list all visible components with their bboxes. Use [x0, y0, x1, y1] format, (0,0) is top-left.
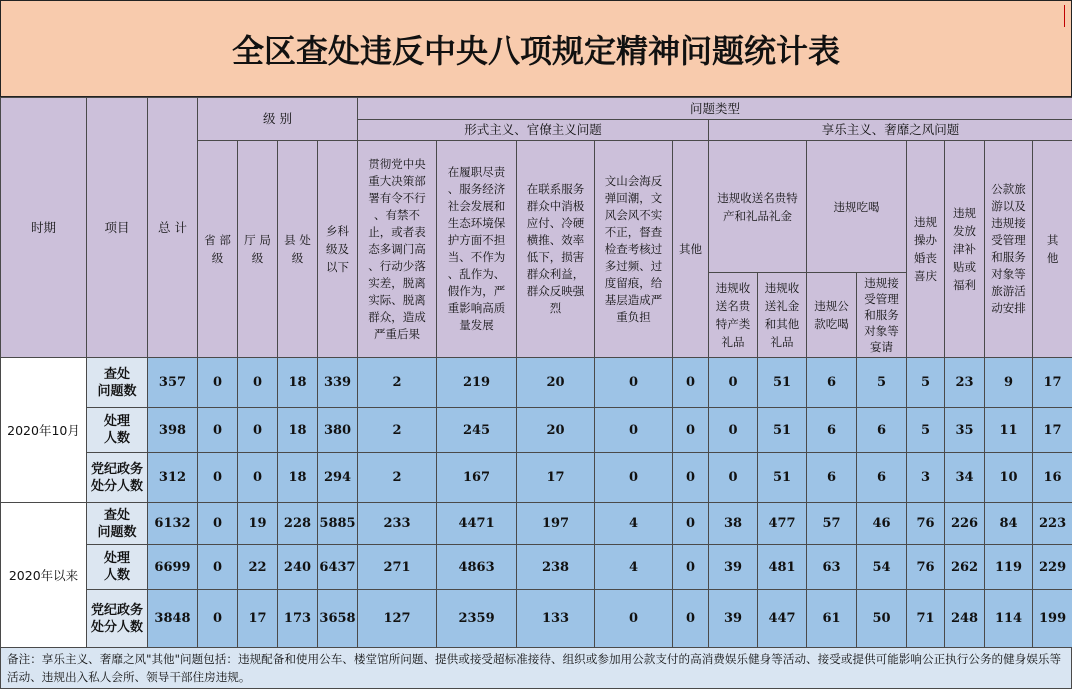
row-item-label: 查处 问题数: [87, 503, 148, 545]
value-cell: 248: [945, 590, 985, 648]
value-cell: 6: [807, 358, 857, 408]
value-cell: 477: [758, 503, 807, 545]
value-cell: 0: [198, 358, 238, 408]
value-cell: 127: [358, 590, 437, 648]
value-cell: 38: [709, 503, 758, 545]
value-cell: 54: [857, 545, 907, 590]
value-cell: 133: [517, 590, 595, 648]
value-cell: 34: [945, 453, 985, 503]
value-cell: 5: [907, 408, 945, 453]
header-formalism-service: 在联系服务 群众中消极 应付、冷硬 横推、效率 低下，损害 群众利益， 群众反映强 烈: [517, 141, 595, 358]
header-period: 时期: [1, 98, 87, 358]
value-cell: 0: [673, 408, 709, 453]
value-cell: 271: [358, 545, 437, 590]
value-cell: 0: [595, 453, 673, 503]
value-cell: 339: [318, 358, 358, 408]
table-row: [1, 408, 1072, 453]
header-problem-type: 问题类型: [358, 98, 1072, 120]
value-cell: 114: [985, 590, 1033, 648]
value-cell: 0: [673, 590, 709, 648]
value-cell: 11: [985, 408, 1033, 453]
header-formalism-group: 形式主义、官僚主义问题: [358, 120, 709, 141]
header-level-county: 县 处 级: [278, 141, 318, 358]
value-cell: 312: [148, 453, 198, 503]
value-cell: 2: [358, 408, 437, 453]
value-cell: 39: [709, 590, 758, 648]
value-cell: 57: [807, 503, 857, 545]
header-gift-group: 违规收送名贵特 产和礼品礼金: [709, 141, 807, 273]
value-cell: 238: [517, 545, 595, 590]
page-title: 全区查处违反中央八项规定精神问题统计表: [0, 0, 1072, 97]
header-level-township: 乡科 级及 以下: [318, 141, 358, 358]
value-cell: 3658: [318, 590, 358, 648]
value-cell: 0: [673, 358, 709, 408]
value-cell: 19: [238, 503, 278, 545]
header-formalism-duty: 在履职尽责 、服务经济 社会发展和 生态环境保 护方面不担 当、不作为 、乱作为、 假作为，严 重影响高质 量发展: [437, 141, 517, 358]
value-cell: 18: [278, 358, 318, 408]
header-level-provincial: 省 部 级: [198, 141, 238, 358]
value-cell: 51: [758, 453, 807, 503]
value-cell: 2359: [437, 590, 517, 648]
value-cell: 226: [945, 503, 985, 545]
value-cell: 51: [758, 358, 807, 408]
value-cell: 3848: [148, 590, 198, 648]
value-cell: 0: [198, 408, 238, 453]
table-body: [1, 358, 1072, 648]
value-cell: 240: [278, 545, 318, 590]
header-gift-cash: 违规收 送礼金 和其他 礼品: [758, 273, 807, 358]
header-item: 项目: [87, 98, 148, 358]
value-cell: 0: [673, 545, 709, 590]
header-hedonism-group: 享乐主义、奢靡之风问题: [709, 120, 1072, 141]
value-cell: 4: [595, 545, 673, 590]
value-cell: 2: [358, 358, 437, 408]
footnote: 备注：享乐主义、奢靡之风"其他"问题包括：违规配备和使用公车、楼堂馆所问题、提供或接受超标准接待、组织或参加用公款支付的高消费娱乐健身等活动、接受或提供可能影响公正执行公务的健身娱乐等活动、违规出入私人会所、领导干部住房违规。: [0, 647, 1072, 689]
value-cell: 18: [278, 408, 318, 453]
value-cell: 22: [238, 545, 278, 590]
value-cell: 9: [985, 358, 1033, 408]
value-cell: 199: [1033, 590, 1072, 648]
value-cell: 398: [148, 408, 198, 453]
value-cell: 5: [907, 358, 945, 408]
value-cell: 18: [278, 453, 318, 503]
header-formalism-meetings: 文山会海反 弹回潮，文 风会风不实 不正，督查 检查考核过 多过频、过 度留痕，给 基层造成严 重负担: [595, 141, 673, 358]
header-travel: 公款旅 游以及 违规接 受管理 和服务 对象等 旅游活 动安排: [985, 141, 1033, 358]
value-cell: 0: [238, 453, 278, 503]
header-hedonism-other: 其 他: [1033, 141, 1072, 358]
table-row: [1, 590, 1072, 648]
value-cell: 0: [673, 453, 709, 503]
value-cell: 3: [907, 453, 945, 503]
value-cell: 17: [238, 590, 278, 648]
value-cell: 5885: [318, 503, 358, 545]
value-cell: 39: [709, 545, 758, 590]
value-cell: 63: [807, 545, 857, 590]
header-level-bureau: 厅 局 级: [238, 141, 278, 358]
value-cell: 35: [945, 408, 985, 453]
value-cell: 4863: [437, 545, 517, 590]
value-cell: 76: [907, 503, 945, 545]
header-dining-banquet: 违规接 受管理 和服务 对象等 宴请: [857, 273, 907, 358]
header-dining-public: 违规公 款吃喝: [807, 273, 857, 358]
value-cell: 84: [985, 503, 1033, 545]
value-cell: 481: [758, 545, 807, 590]
value-cell: 10: [985, 453, 1033, 503]
value-cell: 219: [437, 358, 517, 408]
value-cell: 17: [517, 453, 595, 503]
value-cell: 46: [857, 503, 907, 545]
value-cell: 447: [758, 590, 807, 648]
value-cell: 0: [238, 358, 278, 408]
period-label: 2020年以来: [1, 503, 87, 648]
value-cell: 0: [198, 453, 238, 503]
value-cell: 6: [857, 453, 907, 503]
header-allowances: 违规 发放 津补 贴或 福利: [945, 141, 985, 358]
value-cell: 0: [198, 590, 238, 648]
row-item-label: 查处 问题数: [87, 358, 148, 408]
table-row: [1, 545, 1072, 590]
value-cell: 229: [1033, 545, 1072, 590]
value-cell: 6699: [148, 545, 198, 590]
value-cell: 294: [318, 453, 358, 503]
value-cell: 2: [358, 453, 437, 503]
value-cell: 4471: [437, 503, 517, 545]
value-cell: 16: [1033, 453, 1072, 503]
value-cell: 61: [807, 590, 857, 648]
header-formalism-other: 其他: [673, 141, 709, 358]
value-cell: 71: [907, 590, 945, 648]
row-item-label: 处理 人数: [87, 545, 148, 590]
value-cell: 167: [437, 453, 517, 503]
value-cell: 173: [278, 590, 318, 648]
value-cell: 5: [857, 358, 907, 408]
value-cell: 0: [198, 503, 238, 545]
value-cell: 17: [1033, 408, 1072, 453]
value-cell: 76: [907, 545, 945, 590]
value-cell: 0: [709, 358, 758, 408]
value-cell: 380: [318, 408, 358, 453]
value-cell: 6: [857, 408, 907, 453]
value-cell: 197: [517, 503, 595, 545]
header-formalism-policy: 贯彻党中央 重大决策部 署有令不行 、有禁不 止，或者表 态多调门高 、行动少落 实差，脱离 实际、脱离 群众，造成 严重后果: [358, 141, 437, 358]
value-cell: 17: [1033, 358, 1072, 408]
value-cell: 245: [437, 408, 517, 453]
row-item-label: 党纪政务 处分人数: [87, 453, 148, 503]
period-label: 2020年10月: [1, 358, 87, 503]
value-cell: 50: [857, 590, 907, 648]
value-cell: 119: [985, 545, 1033, 590]
statistics-table: [0, 97, 1072, 648]
value-cell: 0: [595, 408, 673, 453]
value-cell: 262: [945, 545, 985, 590]
value-cell: 0: [709, 453, 758, 503]
value-cell: 0: [673, 503, 709, 545]
value-cell: 0: [709, 408, 758, 453]
value-cell: 20: [517, 408, 595, 453]
value-cell: 6: [807, 408, 857, 453]
header-gift-specialty: 违规收 送名贵 特产类 礼品: [709, 273, 758, 358]
value-cell: 0: [595, 358, 673, 408]
value-cell: 51: [758, 408, 807, 453]
value-cell: 0: [238, 408, 278, 453]
header-dining-group: 违规吃喝: [807, 141, 907, 273]
table-row: [1, 358, 1072, 408]
header-weddings-funerals: 违规 操办 婚丧 喜庆: [907, 141, 945, 358]
row-item-label: 党纪政务 处分人数: [87, 590, 148, 648]
value-cell: 6: [807, 453, 857, 503]
value-cell: 4: [595, 503, 673, 545]
value-cell: 0: [198, 545, 238, 590]
table-row: [1, 503, 1072, 545]
row-item-label: 处理 人数: [87, 408, 148, 453]
header-total: 总 计: [148, 98, 198, 358]
value-cell: 228: [278, 503, 318, 545]
value-cell: 23: [945, 358, 985, 408]
table-row: [1, 453, 1072, 503]
value-cell: 233: [358, 503, 437, 545]
header-level-group: 级 别: [198, 98, 358, 141]
value-cell: 223: [1033, 503, 1072, 545]
value-cell: 20: [517, 358, 595, 408]
value-cell: 6437: [318, 545, 358, 590]
value-cell: 357: [148, 358, 198, 408]
value-cell: 0: [595, 590, 673, 648]
value-cell: 6132: [148, 503, 198, 545]
